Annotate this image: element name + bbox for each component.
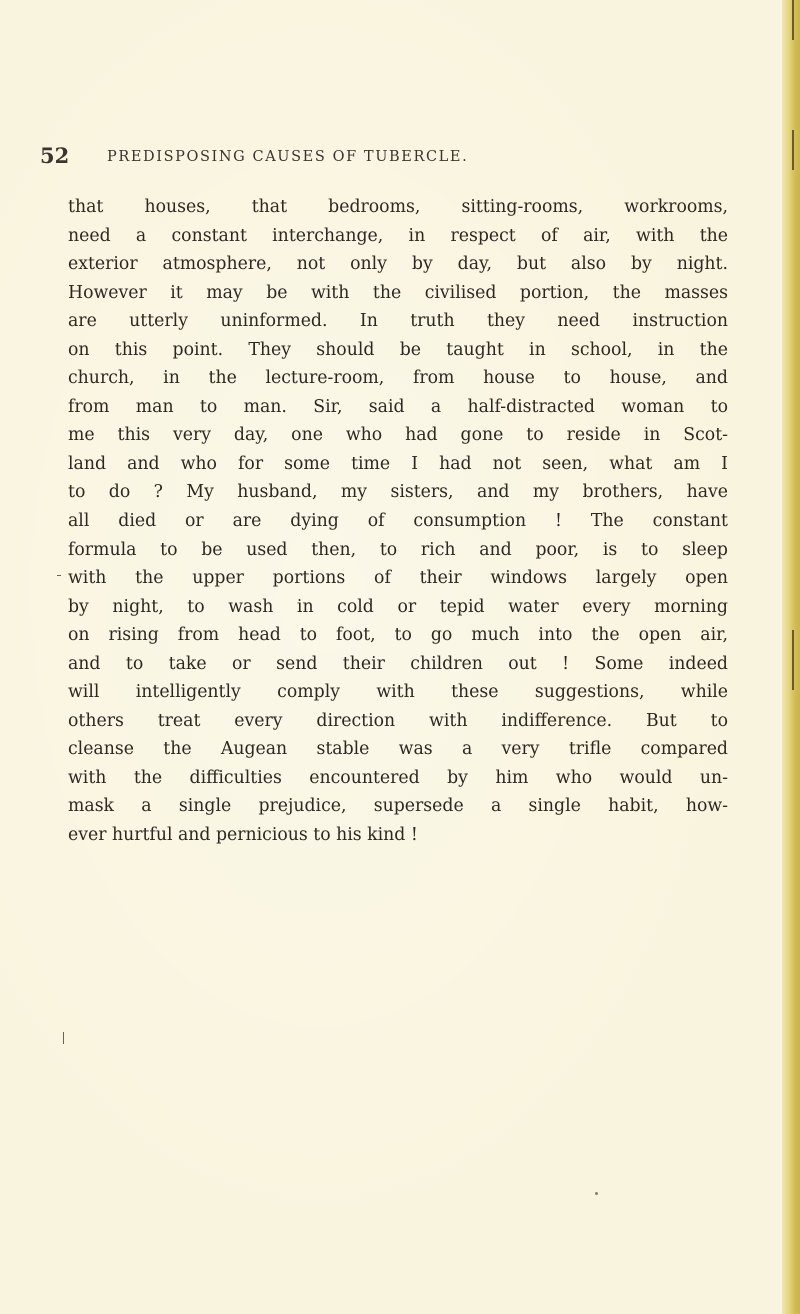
text-line: cleanse the Augean stable was a very trifle compared — [68, 739, 728, 760]
text-line: However it may be with the civilised portion, the masses — [68, 282, 728, 303]
text-line: are utterly uninformed. In truth they need instruction — [68, 311, 728, 332]
text-line: need a constant interchange, in respect of air, with the — [68, 225, 728, 246]
spine-mark — [792, 130, 794, 170]
spine-mark — [792, 0, 794, 40]
text-line: church, in the lecture-room, from house to house, and — [68, 368, 728, 389]
book-spine-edge — [782, 0, 800, 1314]
margin-mark — [57, 575, 61, 576]
text-line: with the difficulties encountered by him who would un- — [68, 767, 728, 788]
text-line: from man to man. Sir, said a half-distracted woman to — [68, 396, 728, 417]
text-line: ever hurtful and pernicious to his kind ! — [68, 825, 418, 846]
text-line: exterior atmosphere, not only by day, but also by night. — [68, 254, 728, 275]
spine-mark — [792, 630, 794, 690]
text-line: with the upper portions of their windows largely open — [68, 568, 728, 589]
text-line: on this point. They should be taught in school, in the — [68, 339, 728, 360]
text-line: to do ? My husband, my sisters, and my brothers, have — [68, 482, 728, 503]
text-line: that houses, that bedrooms, sitting-rooms, workrooms, — [68, 197, 728, 217]
running-title: PREDISPOSING CAUSES OF TUBERCLE. — [107, 149, 469, 165]
text-line: all died or are dying of consumption ! The constant — [68, 511, 728, 532]
text-line: and to take or send their children out ! Some indeed — [68, 653, 728, 674]
margin-mark — [63, 1032, 64, 1044]
page-header — [40, 143, 760, 173]
page-number: 52 — [40, 143, 70, 168]
text-line: will intelligently comply with these suggestions, while — [68, 682, 728, 703]
text-line: on rising from head to foot, to go much into the open air, — [68, 625, 728, 646]
text-line: land and who for some time I had not seen, what am I — [68, 453, 728, 474]
text-line: me this very day, one who had gone to reside in Scot- — [68, 425, 728, 446]
text-line: by night, to wash in cold or tepid water every morning — [68, 596, 728, 617]
text-line: formula to be used then, to rich and poor, is to sleep — [68, 539, 728, 560]
text-line: mask a single prejudice, supersede a single habit, how- — [68, 796, 728, 817]
body-paragraph — [68, 193, 728, 850]
paper-speck — [595, 1192, 598, 1195]
text-line: others treat every direction with indifference. But to — [68, 710, 728, 731]
